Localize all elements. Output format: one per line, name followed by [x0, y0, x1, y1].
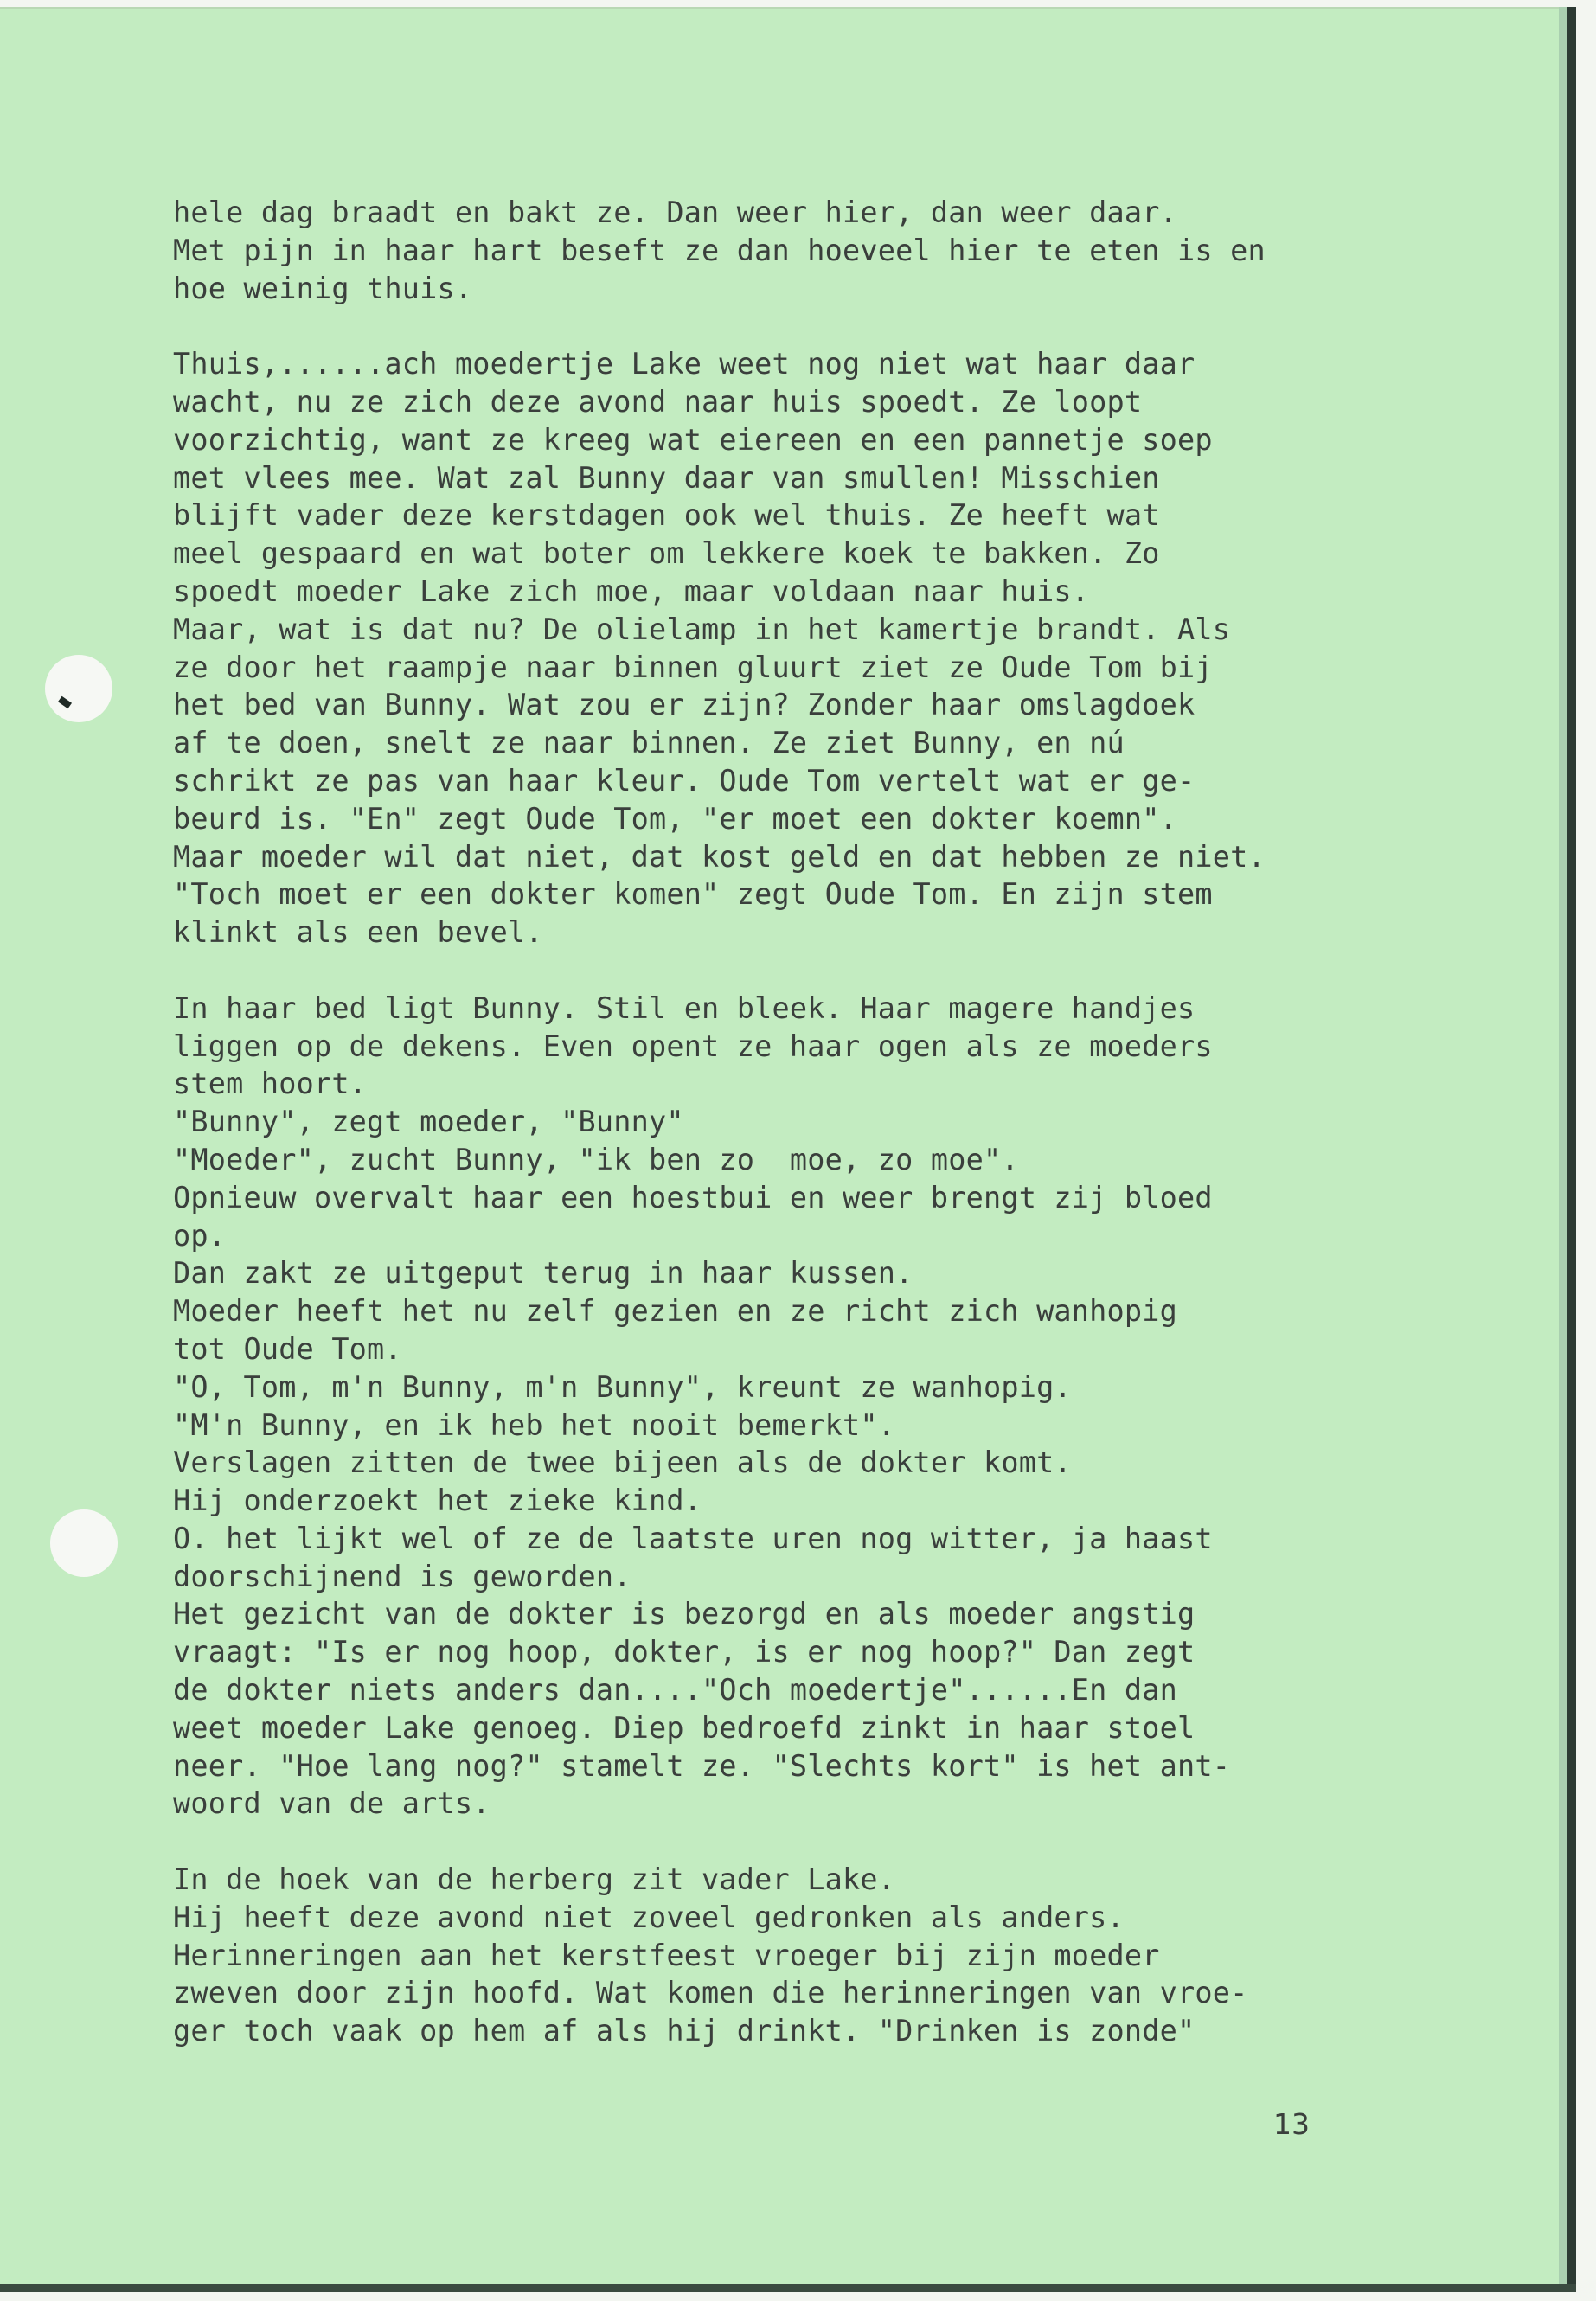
text-line: Maar moeder wil dat niet, dat kost geld en dat hebben ze niet.: [173, 839, 1266, 874]
text-line: stem hoort.: [173, 1067, 368, 1101]
text-line: hele dag braadt en bakt ze. Dan weer hier, dan weer daar.: [173, 195, 1178, 229]
text-line: ger toch vaak op hem af als hij drinkt. "Drinken is zonde": [173, 2014, 1195, 2048]
text-line: vraagt: "Is er nog hoop, dokter, is er nog hoop?" Dan zegt: [173, 1635, 1195, 1670]
text-line: Thuis,......ach moedertje Lake weet nog niet wat haar daar: [173, 347, 1195, 381]
text-line: Het gezicht van de dokter is bezorgd en als moeder angstig: [173, 1597, 1195, 1631]
text-line: "Toch moet er een dokter komen" zegt Oude Tom. En zijn stem: [173, 877, 1213, 912]
text-line: tot Oude Tom.: [173, 1331, 402, 1366]
text-line: Dan zakt ze uitgeput terug in haar kussen.: [173, 1256, 913, 1291]
text-line: blijft vader deze kerstdagen ook wel thuis. Ze heeft wat: [173, 498, 1160, 533]
punch-hole: [45, 655, 112, 722]
text-line: "O, Tom, m'n Bunny, m'n Bunny", kreunt ze wanhopig.: [173, 1369, 1072, 1404]
text-line: klinkt als een bevel.: [173, 915, 543, 950]
text-line: spoedt moeder Lake zich moe, maar voldaan naar huis.: [173, 574, 1090, 608]
text-line: het bed van Bunny. Wat zou er zijn? Zonder haar omslagdoek: [173, 688, 1195, 722]
text-line: "M'n Bunny, en ik heb het nooit bemerkt".: [173, 1407, 896, 1442]
binder-edge: [1567, 7, 1576, 2291]
punch-hole: [50, 1509, 118, 1577]
text-line: Maar, wat is dat nu? De olielamp in het kamertje brandt. Als: [173, 612, 1231, 646]
text-line: In haar bed ligt Bunny. Stil en bleek. Haar magere handjes: [173, 990, 1195, 1025]
text-line: doorschijnend is geworden.: [173, 1559, 631, 1593]
text-line: voorzichtig, want ze kreeg wat eiereen en een pannetje soep: [173, 422, 1213, 457]
text-line: O. het lijkt wel of ze de laatste uren nog witter, ja haast: [173, 1521, 1213, 1555]
text-line: "Bunny", zegt moeder, "Bunny": [173, 1105, 684, 1139]
text-line: Opnieuw overvalt haar een hoestbui en weer brengt zij bloed: [173, 1180, 1213, 1215]
text-line: op.: [173, 1218, 227, 1253]
text-line: af te doen, snelt ze naar binnen. Ze ziet Bunny, en nú: [173, 726, 1125, 760]
text-line: weet moeder Lake genoeg. Diep bedroefd zinkt in haar stoel: [173, 1710, 1195, 1745]
text-line: met vlees mee. Wat zal Bunny daar van smullen! Misschien: [173, 460, 1160, 495]
paragraph-gap: [173, 1823, 1410, 1861]
text-line: wacht, nu ze zich deze avond naar huis spoedt. Ze loopt: [173, 384, 1143, 419]
text-line: Herinneringen aan het kerstfeest vroeger bij zijn moeder: [173, 1938, 1160, 1972]
text-line: hoe weinig thuis.: [173, 271, 473, 305]
text-line: ze door het raampje naar binnen gluurt ziet ze Oude Tom bij: [173, 650, 1213, 684]
text-line: Moeder heeft het nu zelf gezien en ze richt zich wanhopig: [173, 1294, 1178, 1329]
text-line: de dokter niets anders dan...."Och moedertje"......En dan: [173, 1673, 1178, 1708]
text-line: zweven door zijn hoofd. Wat komen die herinneringen van vroe-: [173, 1976, 1248, 2010]
text-line: Hij heeft deze avond niet zoveel gedronken als anders.: [173, 1900, 1125, 1934]
text-line: Hij onderzoekt het zieke kind.: [173, 1484, 702, 1518]
text-line: neer. "Hoe lang nog?" stamelt ze. "Slechts kort" is het ant-: [173, 1748, 1231, 1783]
text-line: meel gespaard en wat boter om lekkere koek te bakken. Zo: [173, 536, 1160, 571]
binder-bottom-edge: [0, 2284, 1576, 2292]
paragraph-gap: [173, 307, 1410, 345]
page-edge-shadow: [1559, 7, 1567, 2291]
text-line: "Moeder", zucht Bunny, "ik ben zo moe, zo moe".: [173, 1142, 1019, 1176]
paragraph-gap: [173, 952, 1410, 990]
body-text: [173, 194, 1410, 2050]
text-line: woord van de arts.: [173, 1786, 490, 1821]
text-line: liggen op de dekens. Even opent ze haar ogen als ze moeders: [173, 1029, 1213, 1063]
text-line: Met pijn in haar hart beseft ze dan hoeveel hier te eten is en: [173, 233, 1266, 267]
text-line: In de hoek van de herberg zit vader Lake.: [173, 1862, 896, 1897]
text-line: beurd is. "En" zegt Oude Tom, "er moet een dokter koemn".: [173, 801, 1178, 836]
text-line: schrikt ze pas van haar kleur. Oude Tom vertelt wat er ge-: [173, 763, 1195, 798]
text-line: Verslagen zitten de twee bijeen als de dokter komt.: [173, 1445, 1072, 1480]
page-number: 13: [1273, 2107, 1310, 2141]
